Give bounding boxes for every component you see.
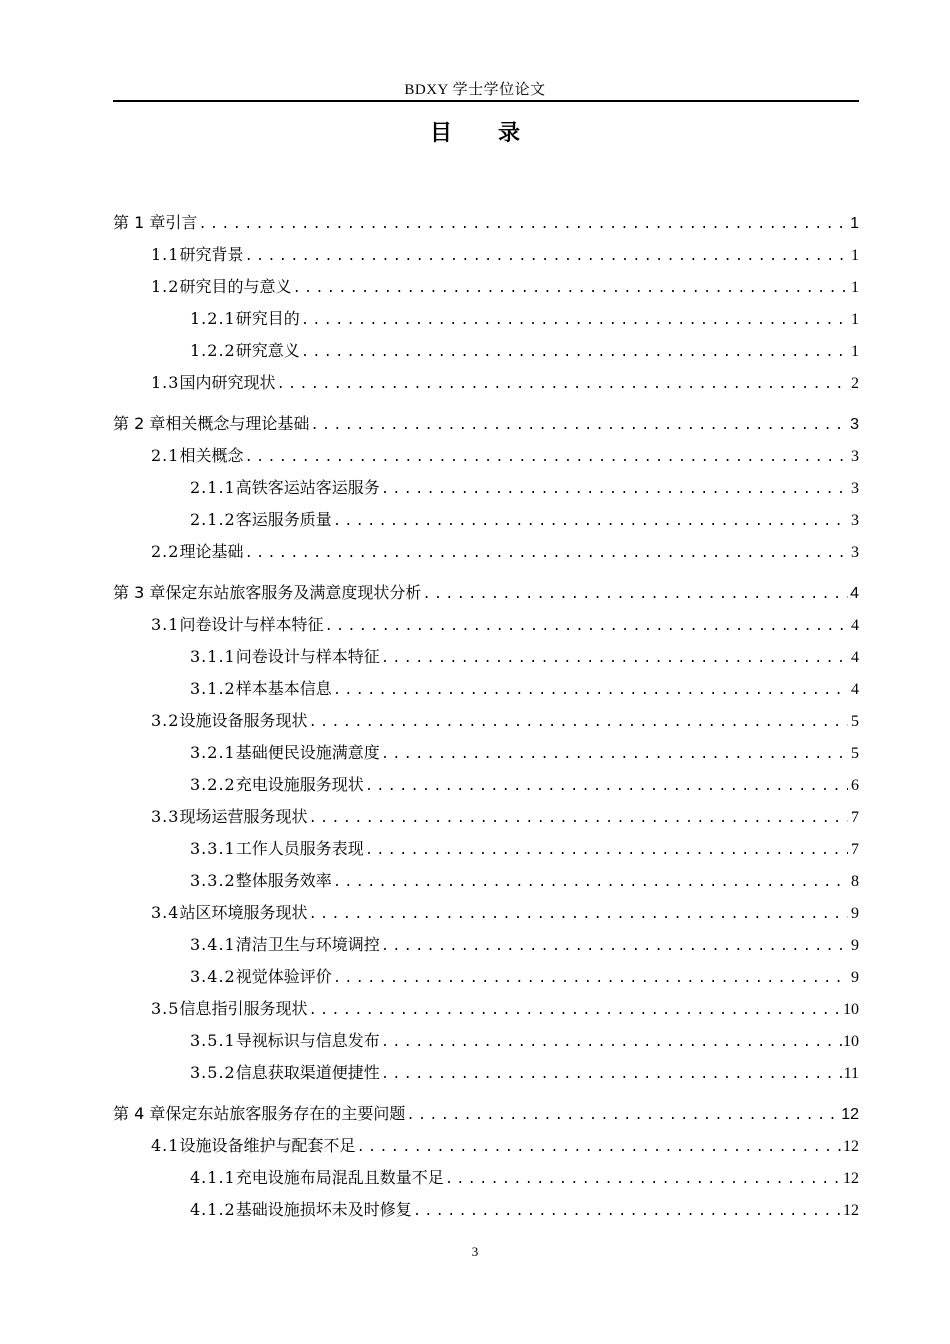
- toc-entry[interactable]: [113, 932, 859, 958]
- toc-entry-title: 问卷设计与样本特征: [235, 647, 380, 666]
- toc-dot-leader: [413, 1204, 842, 1220]
- toc-entry-number: 第 3 章: [113, 583, 166, 602]
- toc-entry-number: 1.2.1: [190, 309, 236, 328]
- toc-dot-leader: [301, 345, 848, 361]
- toc-dot-leader: [276, 377, 848, 393]
- toc-entry[interactable]: [113, 370, 859, 396]
- toc-entry[interactable]: [113, 804, 859, 830]
- toc-entry-number: 3.3: [151, 807, 180, 826]
- toc-entry-page: 6: [851, 777, 859, 794]
- toc-entry-title: 导视标识与信息发布: [235, 1031, 380, 1050]
- toc-entry[interactable]: [113, 996, 859, 1022]
- toc-entry-number: 2.1: [151, 446, 180, 465]
- toc-entry[interactable]: [113, 964, 859, 990]
- toc-entry-page: 5: [851, 745, 859, 762]
- toc-entry-title: 样本基本信息: [235, 679, 332, 698]
- toc-entry[interactable]: [113, 900, 859, 926]
- toc-entry-page: 4: [851, 649, 859, 666]
- toc-entry-title: 研究意义: [235, 341, 300, 360]
- toc-entry-number: 3.5.1: [190, 1031, 236, 1050]
- toc-dot-leader: [381, 939, 848, 955]
- toc-entry-page: 8: [851, 873, 859, 890]
- toc-entry[interactable]: [113, 1060, 859, 1086]
- toc-entry-title: 视觉体验评价: [235, 967, 332, 986]
- toc-entry-title: 现场运营服务现状: [179, 807, 308, 826]
- toc-dot-leader: [292, 281, 848, 297]
- toc-entry[interactable]: [113, 338, 859, 364]
- toc-dot-leader: [356, 1140, 842, 1156]
- toc-entry[interactable]: [113, 1101, 859, 1127]
- toc-entry-title: 研究目的与意义: [179, 277, 292, 296]
- toc-entry[interactable]: [113, 644, 859, 670]
- toc-entry-title: 站区环境服务现状: [179, 903, 308, 922]
- toc-entry-page: 4: [850, 585, 859, 602]
- toc-dot-leader: [445, 1172, 842, 1188]
- toc-entry[interactable]: [113, 443, 859, 469]
- toc-entry[interactable]: [113, 1133, 859, 1159]
- toc-dot-leader: [333, 683, 848, 699]
- toc-entry-number: 3.4.1: [190, 935, 236, 954]
- header-divider: [113, 100, 859, 102]
- toc-entry-number: 2.1.2: [190, 510, 236, 529]
- toc-entry-number: 4.1.1: [190, 1168, 236, 1187]
- toc-entry[interactable]: [113, 676, 859, 702]
- toc-entry-page: 9: [851, 905, 859, 922]
- toc-entry-page: 12: [843, 1170, 859, 1187]
- toc-entry-number: 3.5: [151, 999, 180, 1018]
- toc-dot-leader: [365, 843, 848, 859]
- toc-entry[interactable]: [113, 708, 859, 734]
- toc-entry[interactable]: [113, 274, 859, 300]
- toc-entry-page: 2: [851, 375, 859, 392]
- toc-entry-title: 充电设施布局混乱且数量不足: [235, 1168, 444, 1187]
- toc-entry-page: 1: [851, 247, 859, 264]
- toc-entry-title: 保定东站旅客服务及满意度现状分析: [165, 583, 422, 602]
- toc-entry-page: 1: [850, 215, 859, 232]
- toc-entry-title: 工作人员服务表现: [235, 839, 364, 858]
- toc-entry-title: 保定东站旅客服务存在的主要问题: [165, 1104, 406, 1123]
- toc-dot-leader: [308, 811, 848, 827]
- header-title: BDXY 学士学位论文: [404, 82, 546, 98]
- toc-entry[interactable]: [113, 772, 859, 798]
- toc-entry-number: 1.2.2: [190, 341, 236, 360]
- toc-entry-number: 3.4: [151, 903, 180, 922]
- toc-entry-page: 4: [851, 681, 859, 698]
- toc-entry[interactable]: [113, 1165, 859, 1191]
- toc-dot-leader: [324, 619, 848, 635]
- toc-entry-number: 3.1.2: [190, 679, 236, 698]
- toc-entry-number: 第 2 章: [113, 414, 166, 433]
- toc-entry[interactable]: [113, 580, 859, 606]
- toc-entry-page: 11: [843, 1065, 859, 1082]
- toc-heading-char-1: 目: [429, 121, 452, 146]
- toc-entry-page: 9: [851, 969, 859, 986]
- toc-entry-title: 研究目的: [235, 309, 300, 328]
- toc-entry-title: 引言: [165, 213, 198, 232]
- toc-entry-page: 3: [851, 448, 859, 465]
- toc-entry-number: 4.1.2: [190, 1200, 236, 1219]
- toc-entry-title: 设施设备维护与配套不足: [179, 1136, 356, 1155]
- page-number: 3: [471, 1244, 479, 1259]
- toc-entry-page: 7: [851, 841, 859, 858]
- toc-heading-char-2: 录: [498, 121, 521, 146]
- toc-entry[interactable]: [113, 612, 859, 638]
- toc-entry-number: 3.2: [151, 711, 180, 730]
- toc-entry-number: 第 4 章: [113, 1104, 166, 1123]
- toc-entry[interactable]: [113, 210, 859, 236]
- toc-dot-leader: [381, 1035, 842, 1051]
- toc-entry-page: 1: [851, 279, 859, 296]
- toc-entry[interactable]: [113, 306, 859, 332]
- toc-dot-leader: [301, 313, 848, 329]
- toc-dot-leader: [381, 651, 848, 667]
- toc-dot-leader: [308, 715, 848, 731]
- toc-entry-number: 1.1: [151, 245, 180, 264]
- toc-entry-title: 基础便民设施满意度: [235, 743, 380, 762]
- toc-entry-page: 12: [843, 1138, 859, 1155]
- toc-entry-page: 7: [851, 809, 859, 826]
- toc-entry-title: 国内研究现状: [179, 373, 276, 392]
- toc-heading: [0, 116, 950, 147]
- toc-entry-title: 客运服务质量: [235, 510, 332, 529]
- toc-entry[interactable]: [113, 475, 859, 501]
- toc-dot-leader: [310, 418, 848, 434]
- toc-dot-leader: [381, 1067, 843, 1083]
- toc-dot-leader: [244, 546, 848, 562]
- toc-entry-page: 9: [851, 937, 859, 954]
- toc-entry-page: 12: [841, 1106, 859, 1123]
- toc-dot-leader: [308, 907, 848, 923]
- toc-entry[interactable]: [113, 411, 859, 437]
- toc-entry-title: 信息指引服务现状: [179, 999, 308, 1018]
- toc-entry[interactable]: [113, 740, 859, 766]
- toc-dot-leader: [365, 779, 848, 795]
- toc-entry-page: 3: [851, 544, 859, 561]
- toc-dot-leader: [381, 482, 848, 498]
- toc-entry-number: 2.2: [151, 542, 180, 561]
- toc-entry-page: 1: [851, 311, 859, 328]
- toc-entry-page: 4: [851, 617, 859, 634]
- toc-entry-page: 3: [851, 480, 859, 497]
- toc-entry-page: 3: [850, 416, 859, 433]
- toc-entry-number: 3.2.1: [190, 743, 236, 762]
- toc-entry-title: 基础设施损坏未及时修复: [235, 1200, 412, 1219]
- toc-dot-leader: [333, 971, 848, 987]
- toc-entry[interactable]: [113, 868, 859, 894]
- toc-dot-leader: [406, 1108, 840, 1124]
- toc-entry-title: 高铁客运站客运服务: [235, 478, 380, 497]
- toc-entry-page: 3: [851, 512, 859, 529]
- toc-dot-leader: [308, 1003, 842, 1019]
- toc-entry-number: 1.2: [151, 277, 180, 296]
- toc-entry-title: 整体服务效率: [235, 871, 332, 890]
- toc-entry[interactable]: [113, 242, 859, 268]
- toc-entry[interactable]: [113, 836, 859, 862]
- toc-entry-number: 3.3.1: [190, 839, 236, 858]
- toc-entry-title: 充电设施服务现状: [235, 775, 364, 794]
- toc-entry-title: 信息获取渠道便捷性: [235, 1063, 380, 1082]
- toc-entry-number: 3.3.2: [190, 871, 236, 890]
- toc-entry-number: 3.5.2: [190, 1063, 236, 1082]
- toc-dot-leader: [422, 587, 848, 603]
- toc-dot-leader: [381, 747, 848, 763]
- toc-entry[interactable]: [113, 507, 859, 533]
- toc-dot-leader: [333, 514, 848, 530]
- toc-entry-title: 相关概念与理论基础: [165, 414, 310, 433]
- toc-entry-title: 清洁卫生与环境调控: [235, 935, 380, 954]
- toc-entry-title: 相关概念: [179, 446, 244, 465]
- toc-entry-title: 研究背景: [179, 245, 244, 264]
- toc-entry[interactable]: [113, 1028, 859, 1054]
- toc-entry-title: 问卷设计与样本特征: [179, 615, 324, 634]
- toc-entry-title: 设施设备服务现状: [179, 711, 308, 730]
- toc-entry-number: 1.3: [151, 373, 180, 392]
- toc-entry-number: 3.1.1: [190, 647, 236, 666]
- toc-entry-page: 10: [843, 1033, 859, 1050]
- toc-entry-page: 12: [843, 1202, 859, 1219]
- toc-entry-number: 第 1 章: [113, 213, 166, 232]
- toc-entry[interactable]: [113, 1197, 859, 1223]
- toc-entry-page: 5: [851, 713, 859, 730]
- toc-dot-leader: [244, 450, 848, 466]
- toc-dot-leader: [333, 875, 848, 891]
- toc-dot-leader: [198, 217, 848, 233]
- toc-entry-number: 3.1: [151, 615, 180, 634]
- toc-entry-title: 理论基础: [179, 542, 244, 561]
- toc-entry-number: 3.4.2: [190, 967, 236, 986]
- toc-entry-page: 1: [851, 343, 859, 360]
- toc-entry-number: 4.1: [151, 1136, 180, 1155]
- toc-dot-leader: [244, 249, 848, 265]
- toc-entry-number: 2.1.1: [190, 478, 236, 497]
- toc-entry[interactable]: [113, 539, 859, 565]
- toc-entry-page: 10: [843, 1001, 859, 1018]
- toc-entry-number: 3.2.2: [190, 775, 236, 794]
